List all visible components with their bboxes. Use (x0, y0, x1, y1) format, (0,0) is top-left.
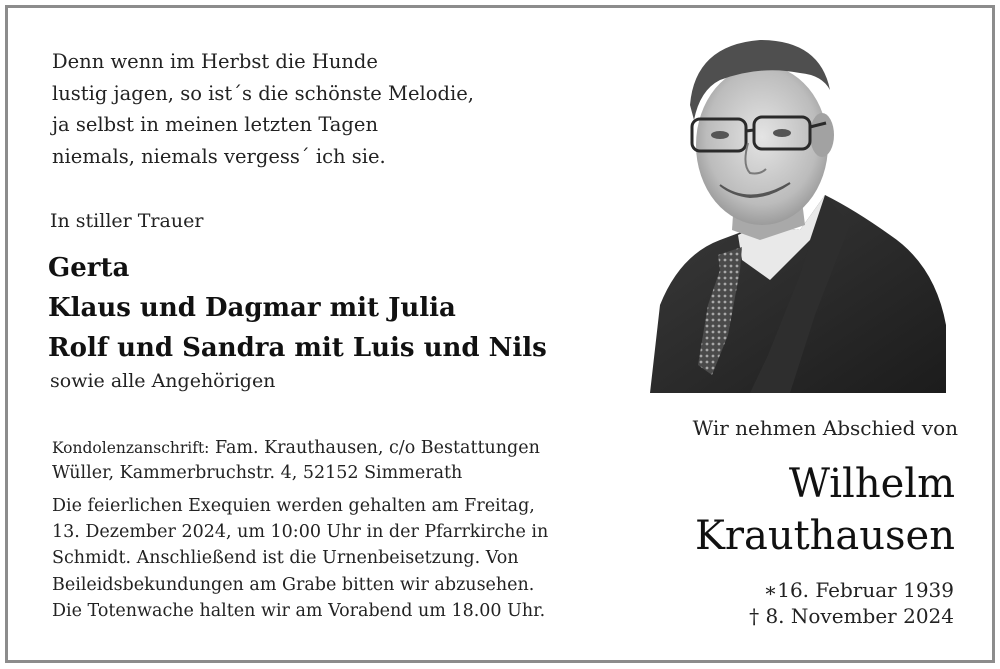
life-dates (749, 577, 954, 629)
farewell-line: Wir nehmen Abschied von (692, 416, 958, 440)
mourning-intro: In stiller Trauer (50, 210, 204, 232)
service-info (52, 493, 548, 624)
condolence-recipient: Fam. Krauthausen, c/o Bestattungen (215, 438, 540, 458)
poem-line: ja selbst in meinen letzten Tagen (52, 113, 379, 136)
mourner-name: Gerta (48, 253, 130, 283)
service-line: Die feierlichen Exequien werden gehalten am Freitag, (52, 496, 535, 516)
poem-line: niemals, niemals vergess´ ich sie. (52, 144, 386, 168)
condolence-line-2: Wüller, Kammerbruchstr. 4, 52152 Simmerath (52, 463, 463, 483)
mourner-name: Rolf und Sandra mit Luis und Nils (48, 333, 547, 363)
poem (52, 46, 474, 172)
death-date: † 8. November 2024 (749, 604, 954, 628)
deceased-name (695, 458, 955, 562)
deceased-last-name: Krauthausen (694, 513, 955, 559)
service-line: Beileidsbekundungen am Grabe bitten wir abzusehen. (52, 574, 535, 595)
poem-line: lustig jagen, so ist´s die schönste Melodie, (52, 81, 474, 105)
portrait-photo (650, 35, 946, 393)
relatives-line: sowie alle Angehörigen (50, 370, 276, 392)
mourners-list (48, 248, 547, 368)
condolence-label: Kondolenzanschrift: (52, 439, 210, 457)
mourner-name: Klaus und Dagmar mit Julia (48, 293, 456, 323)
condolence-address (52, 436, 540, 486)
deceased-first-name: Wilhelm (788, 461, 955, 507)
poem-line: Denn wenn im Herbst die Hunde (52, 50, 378, 73)
service-line: 13. Dezember 2024, um 10:00 Uhr in der Pfarrkirche in (52, 522, 549, 543)
service-line: Schmidt. Anschließend ist die Urnenbeisetzung. Von (52, 548, 519, 569)
condolence-line-1 (52, 436, 540, 461)
service-line: Die Totenwache halten wir am Vorabend um 18.00 Uhr. (52, 600, 546, 621)
birth-date: ∗16. Februar 1939 (763, 578, 954, 602)
